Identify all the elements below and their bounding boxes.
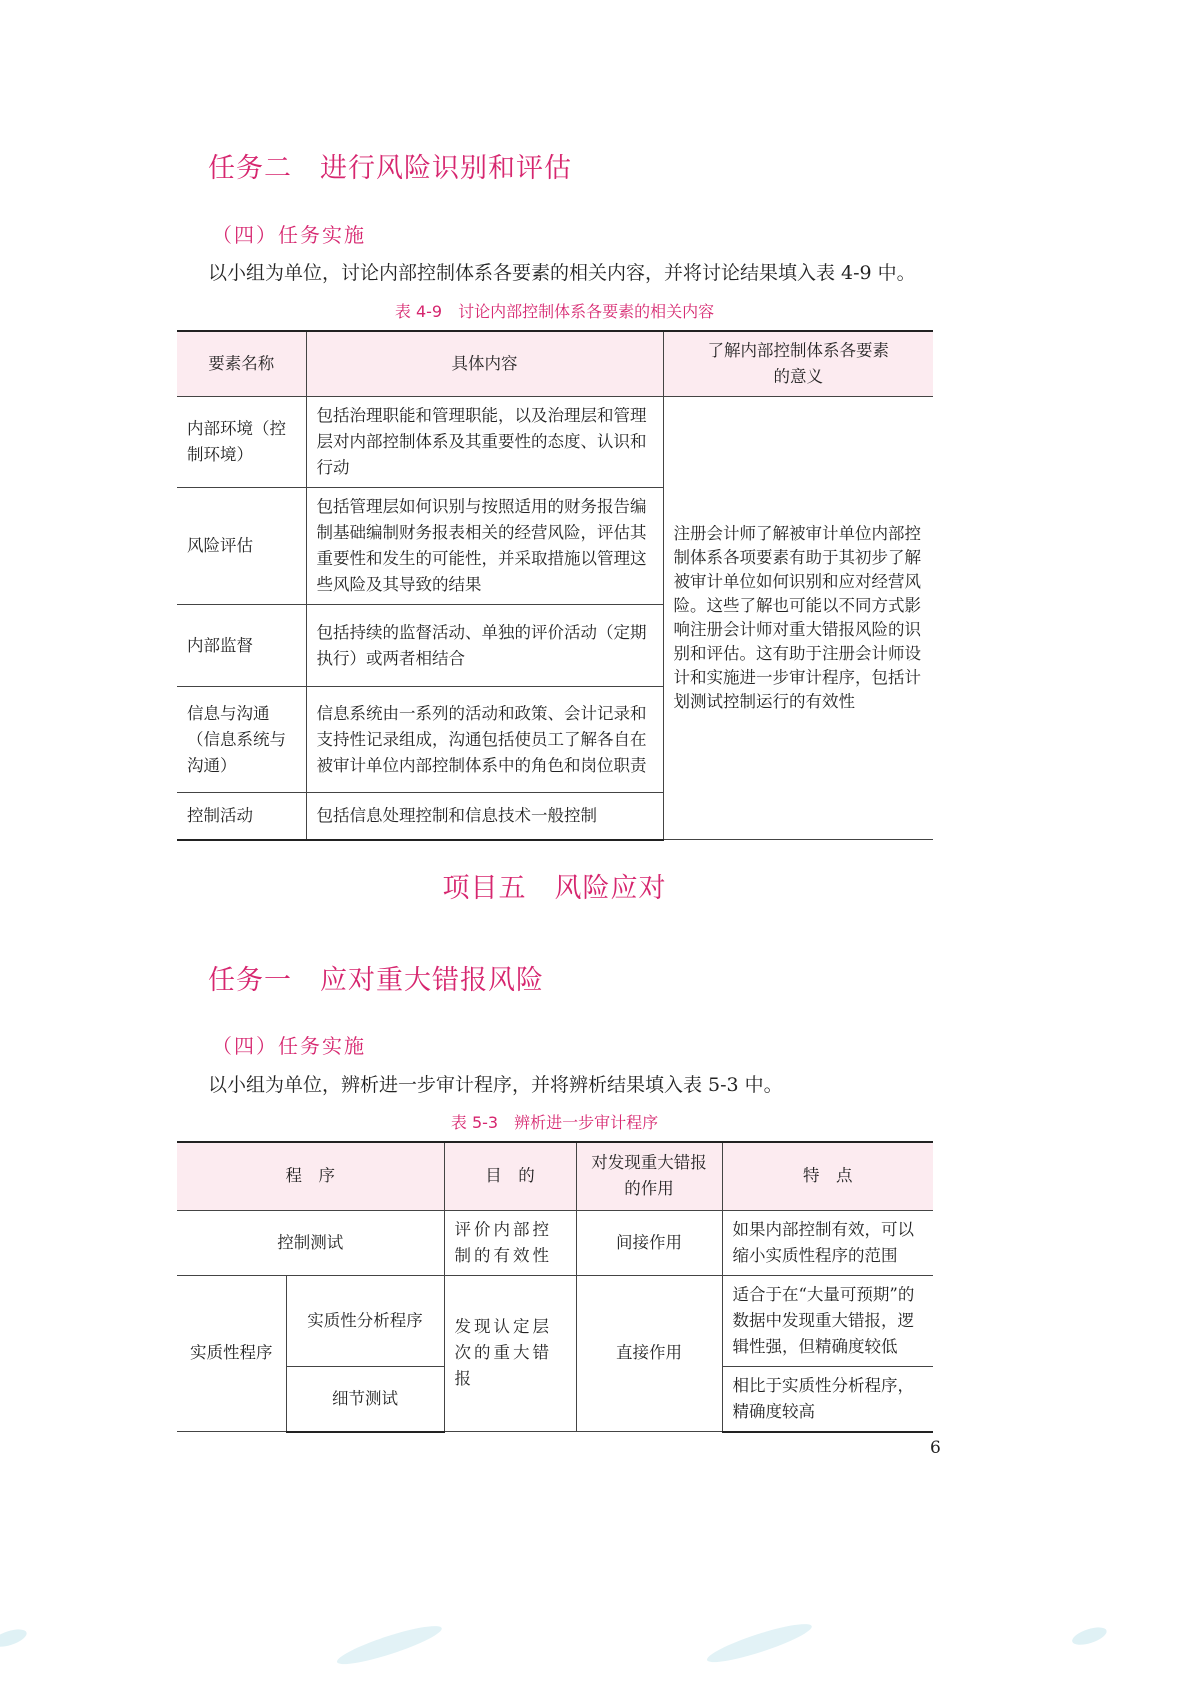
watermark-logo	[328, 1612, 453, 1681]
row-name: 信息与沟通（信息系统与沟通）	[177, 687, 306, 793]
watermark-icon	[0, 1622, 31, 1653]
project-title: 项目五 风险应对	[442, 873, 667, 904]
row-content: 包括管理层如何识别与按照适用的财务报告编制基础编制财务报表相关的经营风险，评估其重要性和发生的可能性，并采取措施以管理这些风险及其导致的结果	[306, 488, 663, 605]
page-number: 6	[930, 1438, 941, 1458]
task-title-2: 任务一 应对重大错报风险	[208, 965, 544, 996]
table-5-3	[177, 1141, 933, 1433]
substantive-name: 实质性程序	[177, 1275, 286, 1432]
table-header-row	[177, 1142, 933, 1210]
row-name: 内部监督	[177, 605, 306, 687]
watermark-logo	[1067, 1620, 1112, 1655]
watermark-icon	[698, 1610, 821, 1676]
header-significance: 了解内部控制体系各要素的意义	[663, 331, 933, 397]
analytic-name: 实质性分析程序	[286, 1275, 444, 1366]
watermark-logo	[698, 1610, 823, 1679]
watermark-logo	[0, 1622, 33, 1657]
sub-heading-2: （四）任务实施	[212, 1034, 366, 1058]
watermark-icon	[1067, 1620, 1111, 1651]
header-purpose: 目 的	[444, 1142, 576, 1210]
control-test-name: 控制测试	[177, 1210, 444, 1275]
row-content: 信息系统由一系列的活动和政策、会计记录和支持性记录组成，沟通包括使员工了解各自在被审计单位内部控制体系中的角色和岗位职责	[306, 687, 663, 793]
table-row-control-test	[177, 1210, 933, 1275]
table-header-row	[177, 331, 933, 397]
table-4-9	[177, 330, 933, 841]
task-title-1: 任务二 进行风险识别和评估	[208, 153, 572, 184]
sub-heading-1: （四）任务实施	[212, 223, 366, 247]
detail-name: 细节测试	[286, 1366, 444, 1432]
row-name: 风险评估	[177, 488, 306, 605]
header-content: 具体内容	[306, 331, 663, 397]
header-procedure: 程 序	[177, 1142, 444, 1210]
watermark-icon	[328, 1612, 451, 1678]
significance-cell: 注册会计师了解被审计单位内部控制体系各项要素有助于其初步了解被审计单位如何识别和应对经营风险。这些了解也可能以不同方式影响注册会计师对重大错报风险的识别和评估。这有助于注册会计师设计和实施进一步审计程序，包括计划测试控制运行的有效性	[663, 397, 933, 840]
header-element-name: 要素名称	[177, 331, 306, 397]
row-content: 包括信息处理控制和信息技术一般控制	[306, 793, 663, 840]
header-effect: 对发现重大错报的作用	[576, 1142, 722, 1210]
row-content: 包括治理职能和管理职能，以及治理层和管理层对内部控制体系及其重要性的态度、认识和行动	[306, 397, 663, 488]
control-test-purpose: 评价内部控制的有效性	[444, 1210, 576, 1275]
control-test-feature: 如果内部控制有效，可以缩小实质性程序的范围	[722, 1210, 933, 1275]
instruction-2: 以小组为单位，辨析进一步审计程序，并将辨析结果填入表 5-3 中。	[208, 1074, 783, 1096]
row-name: 控制活动	[177, 793, 306, 840]
instruction-1: 以小组为单位，讨论内部控制体系各要素的相关内容，并将讨论结果填入表 4-9 中。	[208, 262, 916, 284]
row-content: 包括持续的监督活动、单独的评价活动（定期执行）或两者相结合	[306, 605, 663, 687]
header-feature: 特 点	[722, 1142, 933, 1210]
analytic-feature: 适合于在“大量可预期”的数据中发现重大错报，逻辑性强，但精确度较低	[722, 1275, 933, 1366]
detail-feature: 相比于实质性分析程序，精确度较高	[722, 1366, 933, 1432]
table-caption-5-3: 表 5-3 辨析进一步审计程序	[450, 1113, 659, 1132]
control-test-effect: 间接作用	[576, 1210, 722, 1275]
substantive-effect: 直接作用	[576, 1275, 722, 1432]
table-row-substantive-analytic	[177, 1275, 933, 1366]
substantive-purpose: 发现认定层次的重大错报	[444, 1275, 576, 1432]
table-caption-4-9: 表 4-9 讨论内部控制体系各要素的相关内容	[394, 302, 715, 321]
table-row	[177, 397, 933, 488]
row-name: 内部环境（控制环境）	[177, 397, 306, 488]
